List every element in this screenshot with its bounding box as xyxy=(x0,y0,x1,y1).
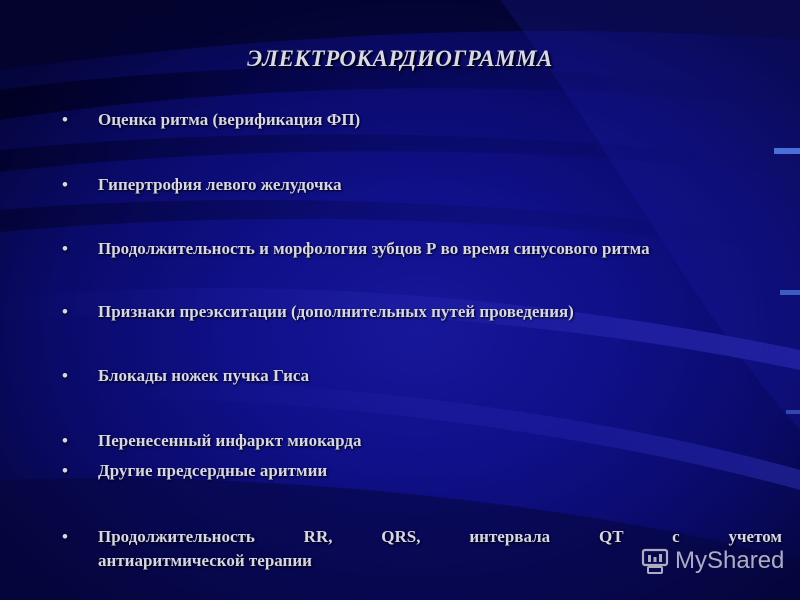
bullet-dot: • xyxy=(62,175,68,194)
bullet-text: Перенесенный инфаркт миокарда xyxy=(98,431,362,450)
bullet-dot: • xyxy=(62,239,68,258)
watermark-text: MyShared xyxy=(675,547,785,574)
bullet-text: Продолжительность и морфология зубцов Р во время синусового ритма xyxy=(98,239,650,258)
bullet-dot: • xyxy=(62,431,68,450)
bullet-text: Блокады ножек пучка Гиса xyxy=(98,366,310,385)
bullet-dot: • xyxy=(62,302,68,321)
slide-title: ЭЛЕКТРОКАРДИОГРАММА xyxy=(247,46,553,71)
bullet-text: Признаки преэкситации (дополнительных путей проведения) xyxy=(98,302,574,321)
bullet-text: Другие предсердные аритмии xyxy=(98,461,328,480)
bullet-text: Оценка ритма (верификация ФП) xyxy=(98,110,361,129)
bullet-dot: • xyxy=(62,461,68,480)
bullet-dot: • xyxy=(62,110,68,129)
bullet-text-line: антиаритмической терапии xyxy=(98,551,312,570)
bullet-text: Гипертрофия левого желудочка xyxy=(98,175,342,194)
bullet-dot: • xyxy=(62,366,68,385)
bullet-text-line: Продолжительность RR, QRS, интервала QT с учетом xyxy=(98,527,782,546)
bullet-dot: • xyxy=(62,527,68,546)
watermark xyxy=(640,544,784,578)
presentation-icon xyxy=(640,546,670,576)
